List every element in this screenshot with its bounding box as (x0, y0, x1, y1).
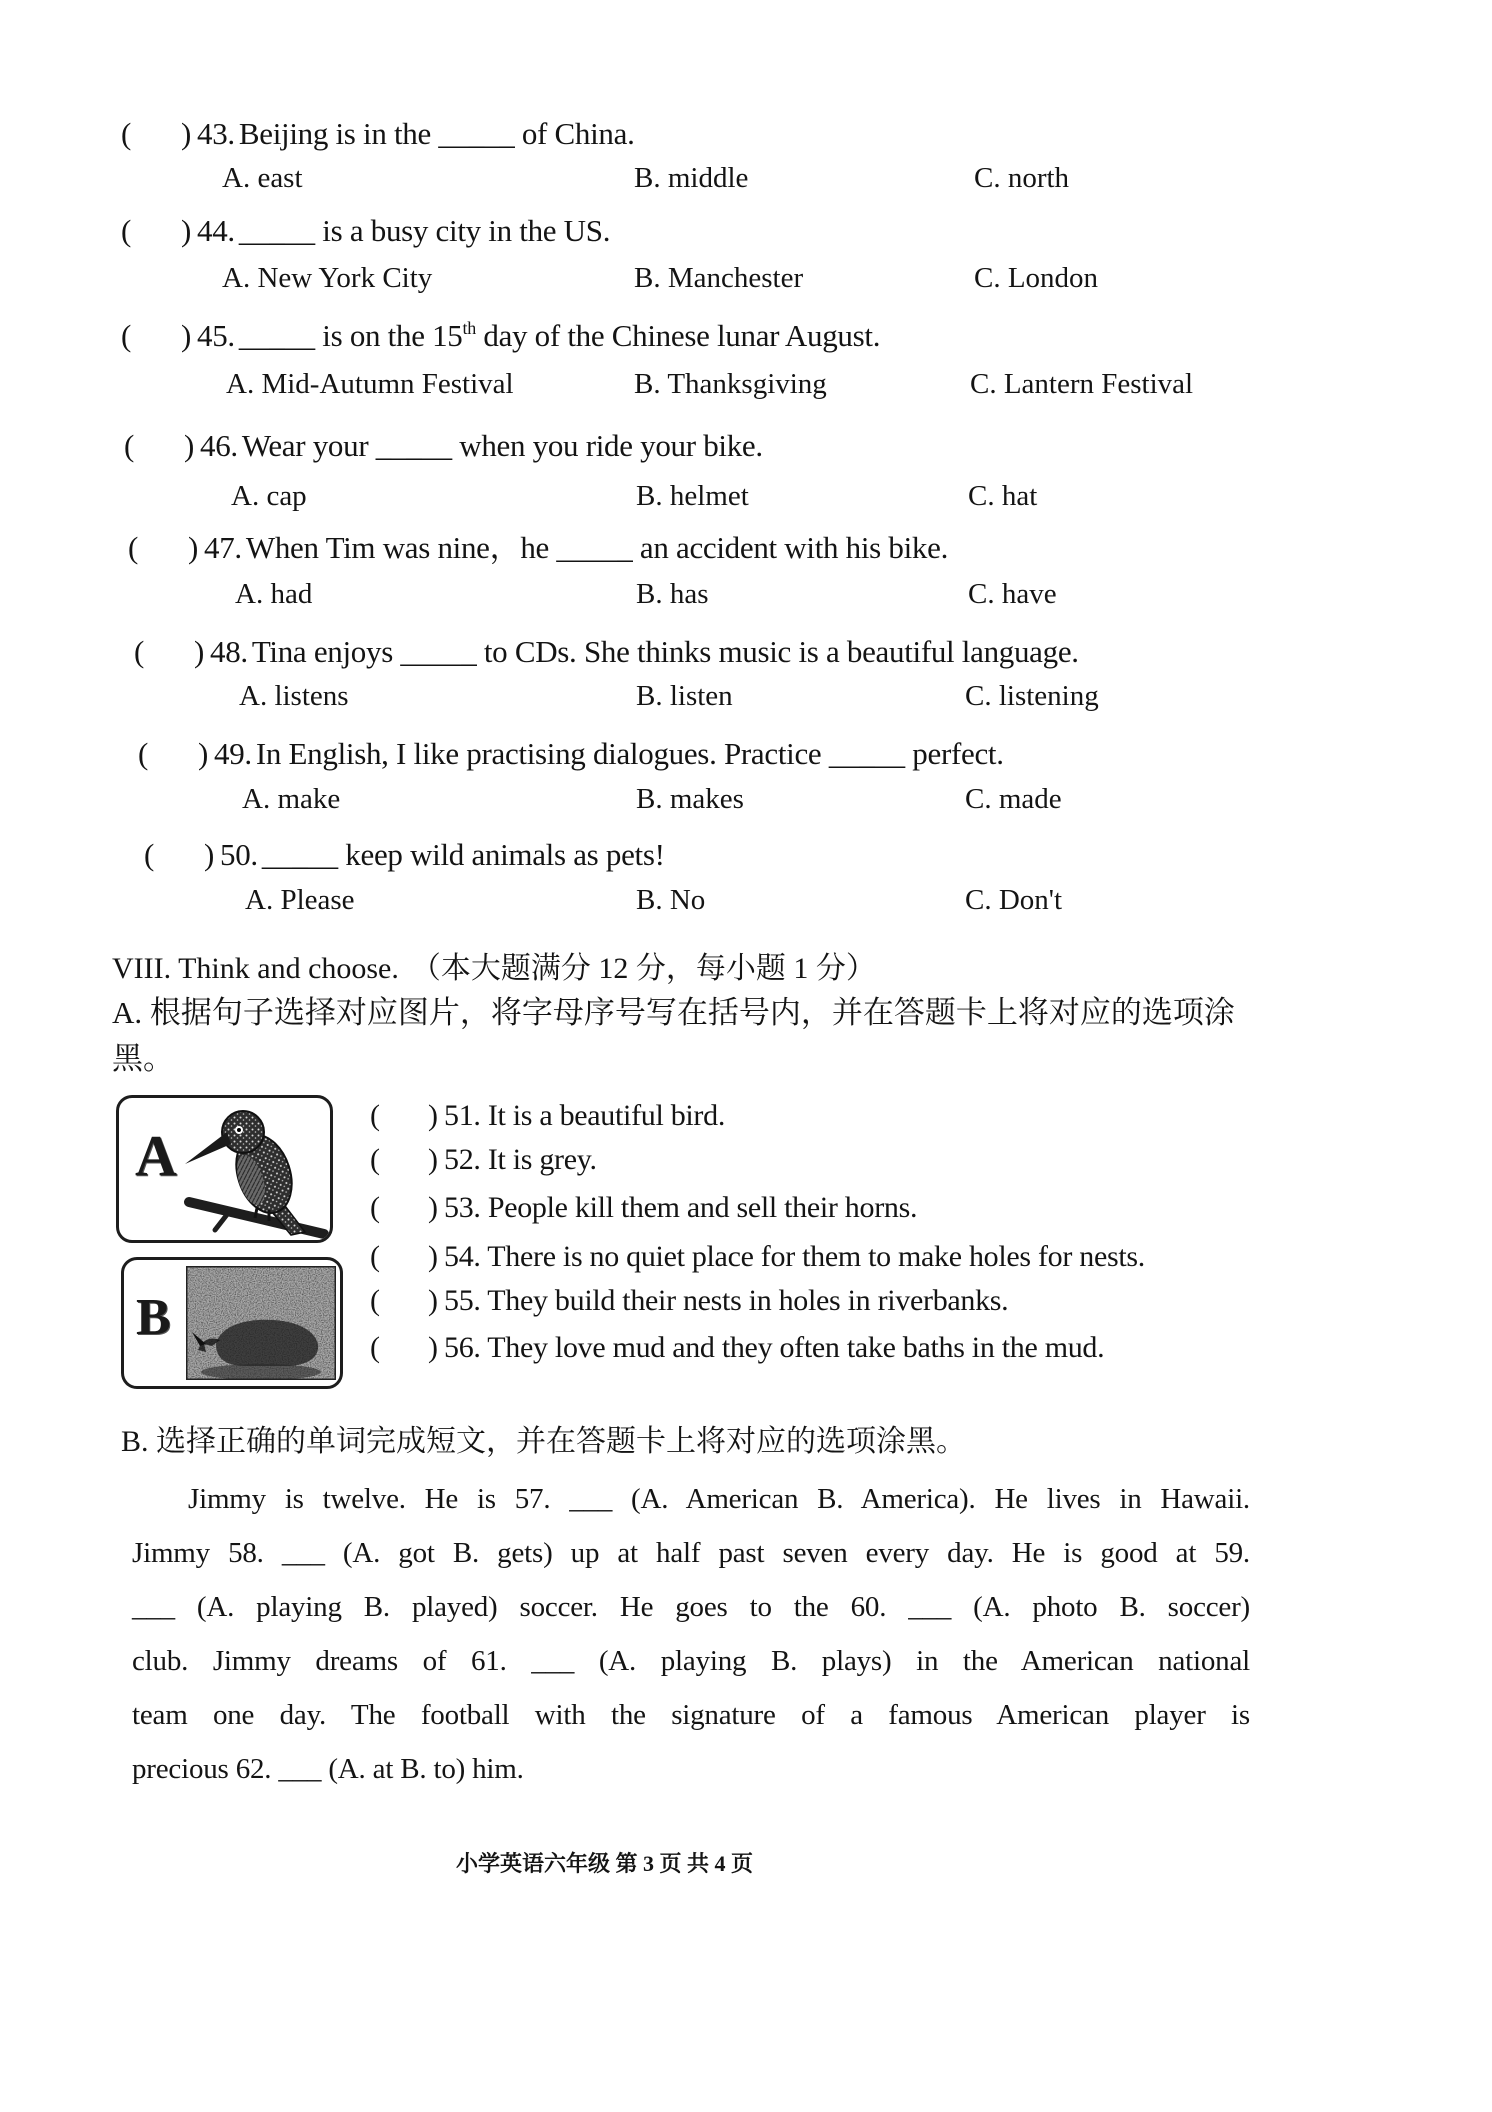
passage-line: Jimmy is twelve. He is 57. ___ (A. American B. America). He lives in Hawaii. (188, 1483, 1250, 1515)
question-text: _____ is on the 15 (238, 318, 463, 353)
question-text-after: day of the Chinese lunar August. (475, 318, 881, 353)
cloze-passage (132, 1472, 1250, 1796)
item-number: 56. (444, 1331, 481, 1364)
answer-bracket-open: ( (134, 634, 145, 669)
question-number: 48. (210, 634, 248, 669)
item-number: 52. (444, 1143, 481, 1176)
answer-bracket-close: ) (428, 1191, 438, 1224)
page-footer: 小学英语六年级 第 3 页 共 4 页 (455, 1851, 753, 1876)
item-number: 54. (444, 1240, 481, 1273)
option-a: A. New York City (222, 262, 433, 294)
question-text: Tina enjoys _____ to CDs. She thinks music is a beautiful language. (251, 634, 1079, 669)
item-text (444, 1188, 917, 1228)
kingfisher-bird-icon (119, 1098, 330, 1240)
option-c: C. Lantern Festival (970, 368, 1194, 400)
answer-bracket-open: ( (121, 213, 132, 248)
answer-bracket-open: ( (121, 318, 132, 353)
item-number: 55. (444, 1284, 481, 1317)
answer-bracket-close: ) (181, 318, 192, 353)
answer-bracket-close: ) (181, 116, 192, 151)
answer-bracket-open: ( (121, 116, 132, 151)
picture-label-b: B (136, 1289, 171, 1346)
picture-a (116, 1095, 333, 1243)
option-a: A. had (235, 578, 313, 610)
answer-bracket-close: ) (194, 634, 205, 669)
passage-line: precious 62. ___ (A. at B. to) him. (132, 1753, 524, 1785)
option-c: C. listening (965, 680, 1099, 712)
option-c: C. London (974, 262, 1099, 294)
options-50 (0, 881, 1492, 919)
passage-line: team one day. The football with the signature of a famous American player is (132, 1699, 1250, 1731)
item-sentence: They build their nests in holes in riverbanks. (487, 1284, 1009, 1317)
options-47 (0, 575, 1492, 613)
question-text: When Tim was nine，he _____ an accident with his bike. (245, 530, 949, 565)
answer-bracket-open: ( (138, 736, 149, 771)
options-46 (0, 477, 1492, 515)
item-text (444, 1096, 725, 1136)
passage-line: Jimmy 58. ___ (A. got B. gets) up at half past seven every day. He is good at 59. (132, 1537, 1250, 1569)
answer-bracket-close: ) (188, 530, 199, 565)
picture-b (121, 1257, 343, 1389)
question-stem (197, 316, 880, 356)
option-b: B. listen (636, 680, 733, 712)
question-number: 49. (214, 736, 252, 771)
answer-bracket-open: ( (128, 530, 139, 565)
part-a-instruction: A. 根据句子选择对应图片，将字母序号写在括号内，并在答题卡上将对应的选项涂黑。 (112, 995, 1235, 1076)
option-a: A. east (222, 162, 303, 194)
question-stem (214, 734, 1004, 774)
question-stem (220, 835, 665, 875)
item-text (444, 1328, 1104, 1368)
answer-bracket-open: ( (370, 1331, 380, 1364)
options-49 (0, 780, 1492, 818)
part-b-instruction: B. 选择正确的单词完成短文，并在答题卡上将对应的选项涂黑。 (121, 1425, 967, 1458)
item-sentence: People kill them and sell their horns. (487, 1191, 918, 1224)
item-text (444, 1140, 597, 1180)
answer-bracket-open: ( (370, 1143, 380, 1176)
option-c: C. have (968, 578, 1057, 610)
option-b: B. Thanksgiving (634, 368, 827, 400)
options-48 (0, 677, 1492, 715)
section-title: VIII. Think and choose. (112, 952, 399, 985)
item-number: 51. (444, 1099, 481, 1132)
question-number: 43. (197, 116, 235, 151)
answer-bracket-open: ( (370, 1191, 380, 1224)
picture-label-a: A (135, 1123, 177, 1188)
question-stem (200, 426, 763, 466)
option-c: C. made (965, 783, 1062, 815)
option-c: C. hat (968, 480, 1038, 512)
item-sentence: It is grey. (487, 1143, 597, 1176)
option-b: B. has (636, 578, 709, 610)
passage-line: ___ (A. playing B. played) soccer. He goes to the 60. ___ (A. photo B. soccer) (132, 1591, 1250, 1623)
option-a: A. Mid-Autumn Festival (226, 368, 514, 400)
answer-bracket-close: ) (204, 837, 215, 872)
answer-bracket-close: ) (198, 736, 209, 771)
answer-bracket-close: ) (184, 428, 195, 463)
question-text: In English, I like practising dialogues. Practice _____ perfect. (255, 736, 1004, 771)
question-number: 44. (197, 213, 235, 248)
item-number: 53. (444, 1191, 481, 1224)
answer-bracket-close: ) (428, 1143, 438, 1176)
answer-bracket-open: ( (370, 1099, 380, 1132)
answer-bracket-close: ) (428, 1240, 438, 1273)
rhino-in-mud-icon (186, 1266, 336, 1380)
option-b: B. Manchester (634, 262, 804, 294)
answer-bracket-open: ( (370, 1284, 380, 1317)
answer-bracket-close: ) (181, 213, 192, 248)
answer-bracket-open: ( (124, 428, 135, 463)
option-a: A. make (242, 783, 341, 815)
item-text (444, 1281, 1008, 1321)
question-number: 50. (220, 837, 258, 872)
answer-bracket-open: ( (370, 1240, 380, 1273)
item-sentence: It is a beautiful bird. (487, 1099, 726, 1132)
ordinal-suffix: th (462, 318, 476, 338)
option-b: B. No (636, 884, 706, 916)
options-45 (0, 365, 1492, 403)
question-text: Beijing is in the _____ of China. (238, 116, 635, 151)
question-stem (197, 114, 635, 154)
options-44 (0, 259, 1492, 297)
question-number: 45. (197, 318, 235, 353)
option-c: C. Don't (965, 884, 1063, 916)
question-number: 46. (200, 428, 238, 463)
answer-bracket-close: ) (428, 1099, 438, 1132)
option-a: A. cap (231, 480, 307, 512)
question-stem (210, 632, 1079, 672)
item-sentence: They love mud and they often take baths in the mud. (487, 1331, 1105, 1364)
question-stem (204, 528, 948, 568)
question-text: Wear your _____ when you ride your bike. (241, 428, 763, 463)
question-number: 47. (204, 530, 242, 565)
question-text: _____ keep wild animals as pets! (261, 837, 665, 872)
option-c: C. north (974, 162, 1070, 194)
passage-line: club. Jimmy dreams of 61. ___ (A. playing B. plays) in the American national (132, 1645, 1250, 1677)
option-b: B. middle (634, 162, 749, 194)
option-b: B. makes (636, 783, 744, 815)
section-heading (112, 949, 876, 989)
answer-bracket-close: ) (428, 1284, 438, 1317)
answer-bracket-open: ( (144, 837, 155, 872)
answer-bracket-close: ) (428, 1331, 438, 1364)
item-text (444, 1237, 1145, 1277)
question-stem (197, 211, 610, 251)
option-b: B. helmet (636, 480, 749, 512)
section-score-note: （本大题满分 12 分，每小题 1 分） (410, 952, 876, 985)
options-43 (0, 159, 1492, 197)
question-text: _____ is a busy city in the US. (238, 213, 611, 248)
item-sentence: There is no quiet place for them to make holes for nests. (487, 1240, 1145, 1273)
option-a: A. Please (245, 884, 355, 916)
option-a: A. listens (239, 680, 349, 712)
